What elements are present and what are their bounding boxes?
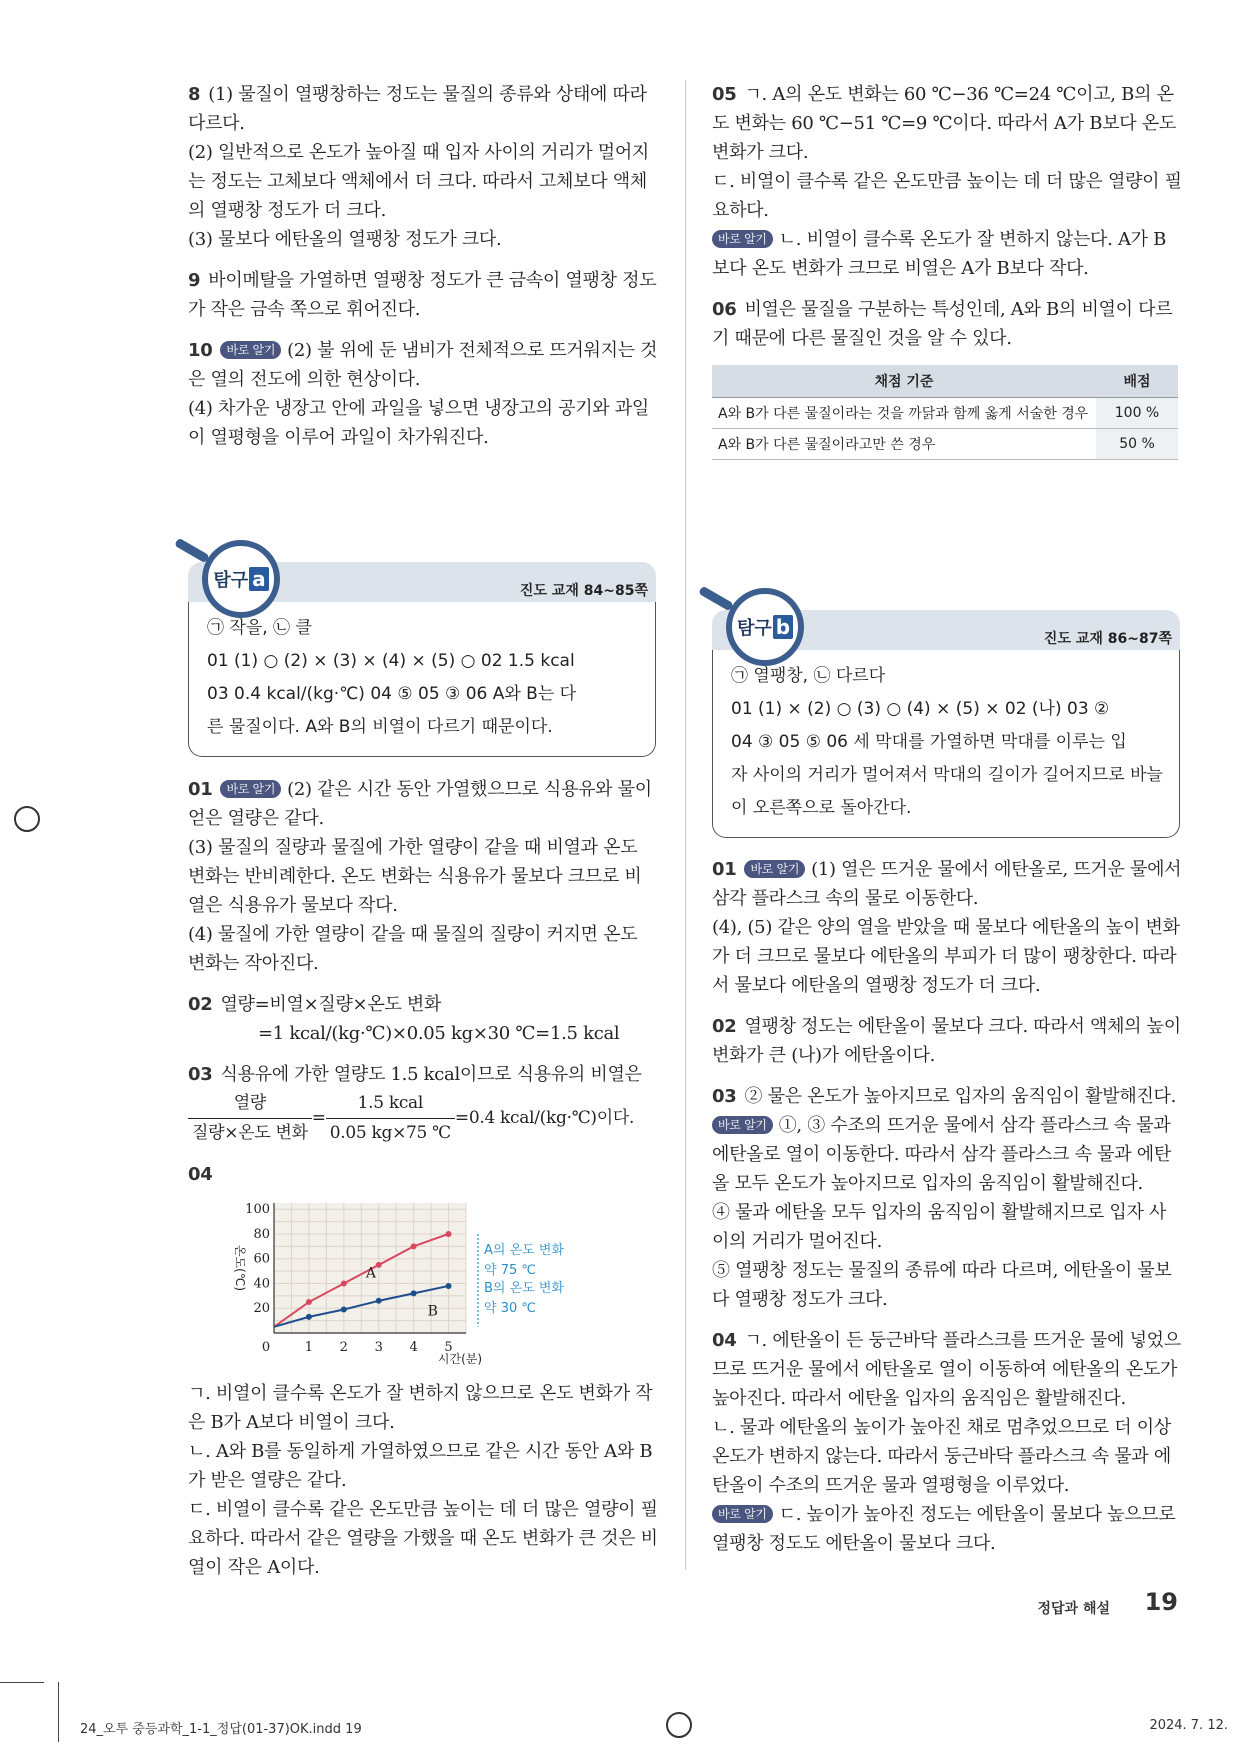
fraction-specific-heat: $\frac{\text{열량}}{\text{질량×온도 변화}}$ [188,1089,312,1148]
right-column-top [712,80,1182,460]
annotation-B-value: 약 30 ℃ [484,1300,536,1316]
temperature-chart-svg [188,1193,658,1369]
annotation-A-value: 약 75 ℃ [484,1262,536,1278]
answer-8: 8 (1) 물질이 열팽창하는 정도는 물질의 종류와 상태에 따라 다르다. (2) 일반적으로 온도가 높아질 때 입자 사이의 거리가 멀어지는 정도는 고체보다 액체에서 더 크다. 따라서 고체보다 액체의 열팽창 정도가 더 크다. (3) 물보다 에탄올의 열팽창 정도가 크다. [188,84,649,250]
y-tick-label: 20 [253,1301,270,1317]
correction-badge: 바로 알기 [712,230,773,248]
magnifier-handle-icon [698,586,734,612]
tamgu-a-answers: ㉠ 작을, ㉡ 클 01 (1) ○ (2) × (3) × (4) × (5) ○ 02 1.5 kcal 03 0.4 kcal/(kg·℃) 04 ⑤ 05 ③ 06 A와 B는 다 른 물질이다. A와 B의 비열이 다르기 때문이다. [188,602,656,757]
data-point-A [376,1262,382,1268]
page-reference: 진도 교재 86~87쪽 [1043,631,1172,647]
crop-mark [58,1682,59,1742]
x-tick-label: 2 [339,1340,348,1355]
data-point-B [306,1314,312,1320]
answer-01: 01 바로 알기 (2) 같은 시간 동안 가열했으므로 식용유와 물이 얻은 열량은 같다. (3) 물질의 질량과 물질에 가한 열량이 같을 때 비열과 온도 변화는 반비례한다. 온도 변화는 식용유가 물보다 크므로 비열은 식용유가 물보다 작다. (4) 물질에 가한 열량이 같을 때 물질의 질량이 커지면 온도 변화는 작아진다. [188,779,652,974]
data-point-B [376,1298,382,1304]
crop-mark [0,1682,44,1683]
answer-05: 05 ㄱ. A의 온도 변화는 60 ℃−36 ℃=24 ℃이고, B의 온도 변화는 60 ℃−51 ℃=9 ℃이다. 따라서 A가 B보다 온도 변화가 크다. ㄷ. 비열이 클수록 같은 온도만큼 높이는 데 더 많은 열량이 필요하다. 바로 알기 ㄴ. 비열이 클수록 온도가 잘 변하지 않는다. A가 B보다 온도 변화가 크므로 비열은 A가 B보다 작다. [712,84,1182,279]
file-info: 24_오투 중등과학_1-1_정답(01-37)OK.indd 19 [80,1722,362,1737]
correction-badge: 바로 알기 [744,860,805,878]
data-point-B [446,1283,452,1289]
page-number: 19 [1144,1588,1178,1616]
tamgu-b-answers: ㉠ 열팽창, ㉡ 다르다 01 (1) × (2) ○ (3) ○ (4) × (5) × 02 (나) 03 ② 04 ③ 05 ⑤ 06 세 막대를 가열하면 막대를 이루는 입 자 사이의 거리가 멀어져서 막대의 길이가 길어지므로 바늘 이 오른쪽으로 돌아간다. [712,650,1180,838]
tamgu-a-box [188,562,656,757]
data-point-A [341,1280,347,1286]
data-point-B [341,1306,347,1312]
answer-10: 10 바로 알기 (2) 불 위에 둔 냄비가 전체적으로 뜨거워지는 것은 열의 전도에 의한 현상이다. (4) 차가운 냉장고 안에 과일을 넣으면 냉장고의 공기와 과일이 열평형을 이루어 과일이 차가워진다. [188,340,658,448]
x-axis-label: 시간(분) [437,1352,483,1366]
answer-01-b: 01 바로 알기 (1) 열은 뜨거운 물에서 에탄올로, 뜨거운 물에서 삼각 플라스크 속의 물로 이동한다. (4), (5) 같은 양의 열을 받았을 때 물보다 에탄올의 높이 변화가 더 크므로 물보다 에탄올의 부피가 더 많이 팽창한다. 따라서 물보다 에탄올의 열팽창 정도가 더 크다. [712,859,1182,996]
magnifier-icon: 탐구 a [202,540,280,618]
x-tick-label: 1 [304,1340,314,1355]
x-tick-label: 3 [374,1340,383,1355]
correction-badge: 바로 알기 [712,1505,773,1523]
temperature-chart [188,1193,658,1369]
magnifier-handle-icon [174,538,210,564]
x-tick-label: 5 [444,1340,453,1355]
magnifier-icon: 탐구 b [726,588,804,666]
right-column-bottom [712,855,1182,1570]
answer-03: 03 식용유에 가한 열량도 1.5 kcal이므로 식용유의 비열은 $\frac{\text{열량}}{\text{질량×온도 변화}}$ = $\frac{\text{1.5 kcal}}{0.05 kg\times 75 ℃}$ =0.4 kcal/(kg·℃)이다. [188,1060,658,1148]
series-label-B: B [427,1303,438,1320]
answer-03-b: 03 ② 물은 온도가 높아지므로 입자의 움직임이 활발해진다. 바로 알기 ①, ③ 수조의 뜨거운 물에서 삼각 플라스크 속 물과 에탄올로 열이 이동한다. 따라서 삼각 플라스크 속 물과 에탄올 모두 온도가 높아지므로 입자의 움직임이 활발해진다. ④ 물과 에탄올 모두 입자의 움직임이 활발해지므로 입자 사이의 거리가 멀어진다. ⑤ 열팽창 정도는 물질의 종류에 따라 다르며, 에탄올이 물보다 열팽창 정도가 크다. [712,1086,1177,1310]
series-label-A: A [365,1265,376,1282]
registration-mark-icon [14,806,40,832]
data-point-B [411,1290,417,1296]
table-row: A와 B가 다른 물질이라고만 쓴 경우 50 % [712,429,1178,460]
y-tick-label: 100 [245,1202,270,1218]
registration-mark-icon [666,1712,692,1738]
scoring-table [712,365,1178,460]
y-tick-label: 40 [253,1276,270,1292]
answer-06: 06 비열은 물질을 구분하는 특성인데, A와 B의 비열이 다르기 때문에 다른 물질인 것을 알 수 있다. [712,299,1173,349]
x-tick-label: 4 [409,1340,418,1355]
y-tick-label: 80 [253,1226,270,1242]
annotation-B-label: B의 온도 변화 [484,1280,564,1296]
correction-badge: 바로 알기 [712,1116,773,1134]
answer-04-explanation: ㄱ. 비열이 클수록 온도가 잘 변하지 않으므로 온도 변화가 작은 B가 A보다 비열이 크다. ㄴ. A와 B를 동일하게 가열하였으므로 같은 시간 동안 A와 B가 받은 열량은 같다. ㄷ. 비열이 클수록 같은 온도만큼 높이는 데 더 많은 열량이 필요하다. 따라서 같은 열량을 가했을 때 온도 변화가 큰 것은 비열이 작은 A이다. [188,1383,658,1578]
fraction-values: $\frac{\text{1.5 kcal}}{0.05 kg\times 75 ℃}$ [326,1089,455,1148]
answer-9: 9 바이메탈을 가열하면 열팽창 정도가 큰 금속이 열팽창 정도가 작은 금속 쪽으로 휘어진다. [188,270,657,320]
data-point-A [306,1299,312,1305]
print-date: 2024. 7. 12. [1149,1718,1228,1733]
tamgu-b-header [712,610,1180,650]
column-divider [685,80,686,1570]
section-label: 정답과 해설 [1037,1601,1110,1617]
scoring-criteria-header: 채점 기준 [712,365,1096,398]
y-axis-label: 온도(℃) [233,1244,247,1292]
left-column-bottom [188,775,658,1594]
annotation-A-label: A의 온도 변화 [484,1242,564,1258]
data-point-A [446,1231,452,1237]
y-tick-label: 60 [253,1251,270,1267]
answer-04-b: 04 ㄱ. 에탄올이 든 둥근바닥 플라스크를 뜨거운 물에 넣었으므로 뜨거운 물에서 에탄올로 열이 이동하여 에탄올의 온도가 높아진다. 따라서 에탄올 입자의 움직임은 활발해진다. ㄴ. 물과 에탄올의 높이가 높아진 채로 멈추었으므로 더 이상 온도가 변하지 않는다. 따라서 둥근바닥 플라스크 속 물과 에탄올이 수조의 뜨거운 물과 열평형을 이루었다. 바로 알기 ㄷ. 높이가 높아진 정도는 에탄올이 물보다 높으므로 열팽창 정도도 에탄올이 물보다 크다. [712,1330,1181,1554]
scoring-points-header: 배점 [1096,365,1178,398]
tamgu-a-header [188,562,656,602]
correction-badge: 바로 알기 [220,780,281,798]
answer-04: 04 [188,1164,213,1185]
answer-02-b: 02 열팽창 정도는 에탄올이 물보다 크다. 따라서 액체의 높이 변화가 큰 (나)가 에탄올이다. [712,1016,1181,1066]
table-row: A와 B가 다른 물질이라는 것을 까닭과 함께 옳게 서술한 경우 100 % [712,398,1178,429]
left-column-top [188,80,658,464]
data-point-A [411,1243,417,1249]
page-reference: 진도 교재 84~85쪽 [519,583,648,599]
correction-badge: 바로 알기 [220,341,281,359]
answer-02: 02 열량=비열×질량×온도 변화 =1 kcal/(kg·℃)×0.05 kg×30 ℃=1.5 kcal [188,994,620,1044]
x-tick-label: 0 [261,1340,271,1355]
tamgu-b-box [712,610,1180,838]
